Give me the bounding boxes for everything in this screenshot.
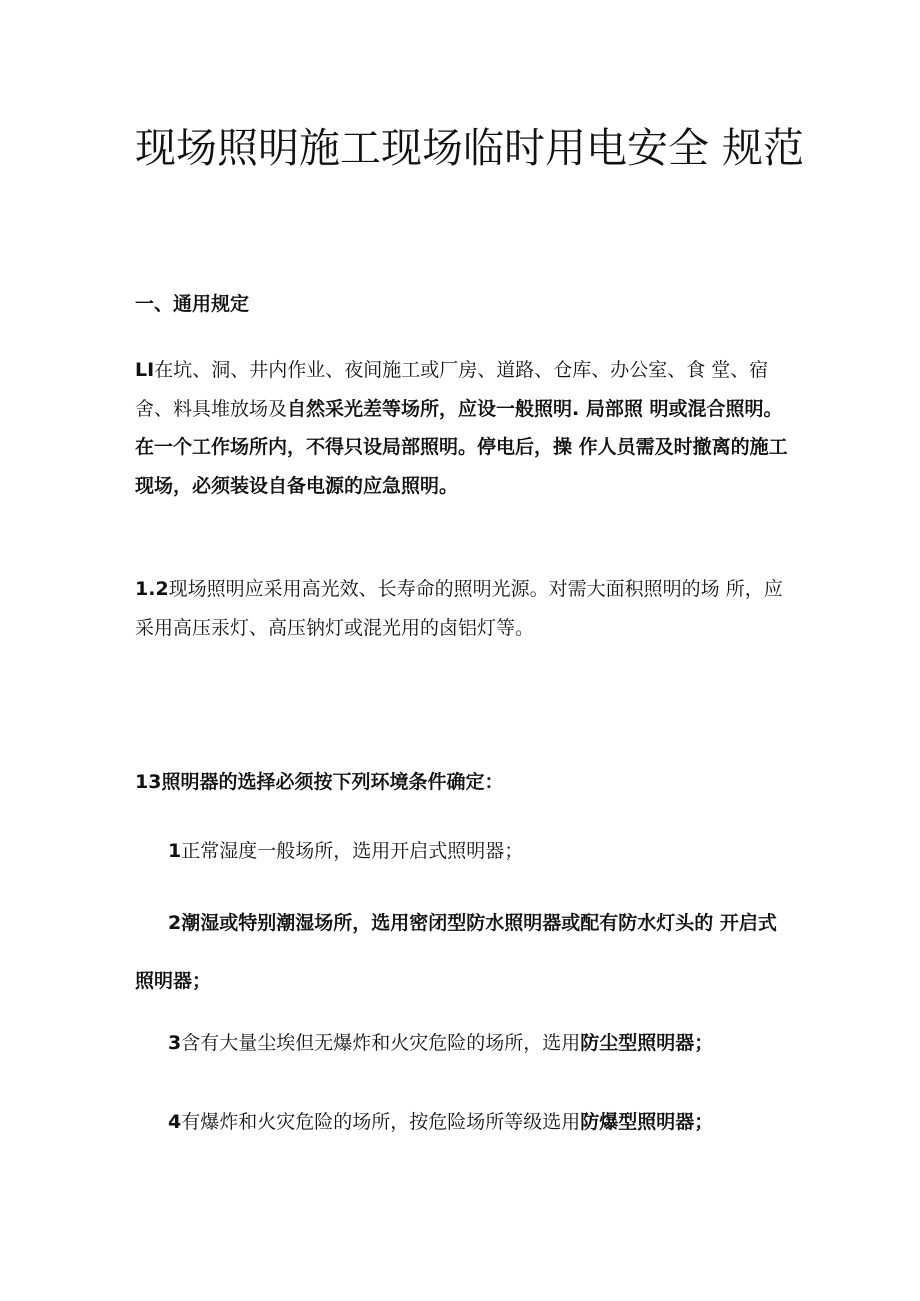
paragraph-text-bold: 自然采光差等场所，应设一般照明. 局部照 明或混合照明。在一个工作场所内，不得只设局部照明。停电后，操 作人员需及时撤离的施工现场，必须装设自备电源的应急照明。 — [135, 397, 788, 497]
paragraph-1-3 — [135, 763, 795, 802]
list-item — [168, 822, 523, 880]
list-item-text: 正常湿度一般场所，选用开启式照明器； — [181, 840, 524, 862]
paragraph-1-1 — [135, 351, 795, 505]
clause-number: 1.2 — [135, 578, 169, 600]
section-heading: 一、通用规定 — [135, 293, 250, 315]
list-item — [168, 1014, 713, 1072]
paragraph-text: 在坑、洞、井内作业、夜间施工或厂房、道路、仓库、办公室、食 堂、宿舍、料具堆放场及 — [135, 359, 769, 420]
paragraph-text: 照明器的选择必须按下列环境条件确定： — [161, 771, 504, 793]
list-item-text: 潮湿或特别潮湿场所，选用密闭型防水照明器或配有防水灯头的 开启式照明器； — [135, 912, 777, 992]
list-item — [135, 894, 795, 1010]
document-title: 现场照明施工现场临时用电安全 规范 — [135, 124, 805, 172]
list-item-text-bold: 防尘型照明器； — [580, 1032, 714, 1054]
clause-number: LI — [135, 359, 155, 381]
list-item-number: 2 — [168, 912, 182, 934]
list-item-number: 1 — [168, 840, 182, 862]
list-item-text-bold: 防爆型照明器； — [580, 1111, 714, 1133]
paragraph-text: 现场照明应采用高光效、长寿命的照明光源。对需大面积照明的场 所，应采用高压汞灯、高压钠灯或混光用的卤铝灯等。 — [135, 578, 783, 639]
list-item-text: 有爆炸和火灾危险的场所，按危险场所等级选用 — [181, 1111, 581, 1133]
clause-number: 13 — [135, 771, 162, 793]
list-item-number: 4 — [168, 1111, 182, 1133]
list-item-number: 3 — [168, 1032, 182, 1054]
list-item-text: 含有大量尘埃但无爆炸和火灾危险的场所，选用 — [181, 1032, 581, 1054]
list-item — [168, 1093, 713, 1151]
paragraph-1-2 — [135, 570, 795, 647]
